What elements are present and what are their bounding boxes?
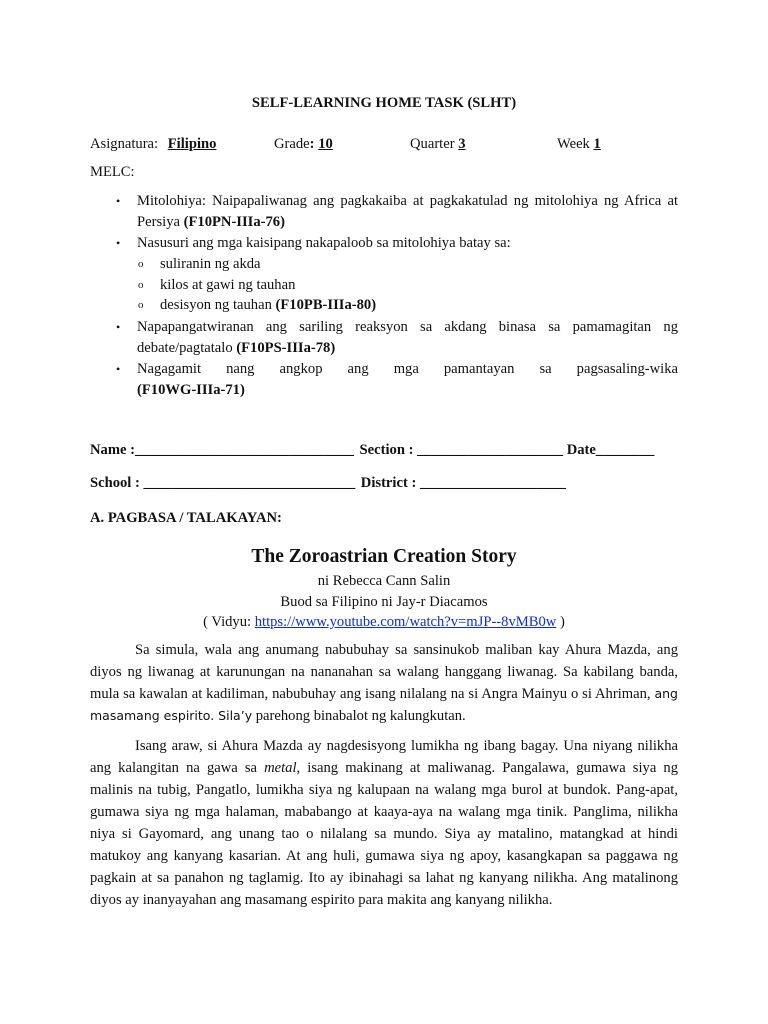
- melc-item-1-line-1: Mitolohiya: Naipapaliwanag ang pagkakaiba at pagkakatulad ng mitolohiya ng Africa at: [137, 193, 678, 209]
- circle-bullet-icon: o: [138, 258, 144, 270]
- paragraph-text: , isang makinang at maliwanag. Pangalawa, gumawa siya ng malinis na tubig, Pangatlo, lumikha siya ng kalupaan na walang mga burol at bundok. Pang-apat, gumawa siya ng mga halaman, mababango at kaaya-aya na walang mga tinik. Panglima, nilikha niya si Gayomard, ang unang tao o nilalang sa mundo. Siya ay matalino, matangkad at hindi matukoy ang kanyang kasarian. At ang huli, gumawa siya ng apoy, kasangkapan sa paggawa ng pagkain at sa panahon ng taglamig. Ito ay ibinahagi sa lahat ng kanyang nilikha. Ang matalinong diyos ay inanyayahan ang masamang espirito para makita ang kanyang nilikha.: [90, 760, 678, 908]
- district-label: District :: [360, 475, 417, 491]
- grade-label: Grade: [274, 136, 310, 152]
- video-prefix: ( Vidyu:: [203, 614, 255, 630]
- paragraph-text: Isang araw, si Ahura Mazda ay nagdesisyong lumikha ng ibang bagay. Una niyang nilikha ang kalangitan na gawa sa: [90, 738, 678, 776]
- grade-colon: :: [309, 136, 315, 152]
- melc-item-3-text: debate/pagtatalo: [137, 340, 233, 356]
- melc-code: (F10PN-IIIa-76): [183, 214, 285, 230]
- date-label: Date: [566, 442, 596, 458]
- bullet-icon: •: [116, 320, 121, 334]
- melc-sub-item-2: kilos at gawi ng tauhan: [160, 277, 296, 293]
- story-paragraph-1: [90, 639, 678, 727]
- subject-row: [90, 136, 216, 153]
- video-link[interactable]: https://www.youtube.com/watch?v=mJP--8vMB0w: [254, 614, 557, 630]
- melc-sub-item-3: [160, 297, 376, 314]
- melc-sub-item-3-text: desisyon ng tauhan: [160, 297, 272, 313]
- name-row: [90, 442, 654, 459]
- melc-label: MELC:: [90, 164, 135, 180]
- school-field[interactable]: _____________________________: [143, 475, 356, 491]
- story-paragraph-2: [90, 735, 678, 911]
- section-label: Section :: [359, 442, 414, 458]
- date-field[interactable]: ________: [595, 442, 655, 458]
- melc-item-1-text: Persiya: [137, 214, 180, 230]
- paragraph-text: parehong binabalot ng kalungkutan.: [252, 708, 466, 724]
- melc-code: (F10PS-IIIa-78): [236, 340, 336, 356]
- school-row: [90, 475, 566, 492]
- melc-item-4-line-1: Nagagamit nang angkop ang mga pamantayan sa pagsasaling-wika: [137, 361, 678, 377]
- document-title: SELF-LEARNING HOME TASK (SLHT): [251, 95, 517, 111]
- paragraph-text-alt-font: ang masamang espirito. Sila’y: [90, 686, 678, 723]
- quarter-field: [410, 136, 466, 153]
- melc-code: (F10PB-IIIa-80): [275, 297, 377, 313]
- subject-label: Asignatura:: [90, 136, 159, 152]
- grade-field: [274, 136, 333, 153]
- name-field[interactable]: ______________________________: [134, 442, 354, 458]
- bullet-icon: •: [116, 194, 121, 208]
- paragraph-text: Sa simula, wala ang anumang nabubuhay sa sansinukob maliban kay Ahura Mazda, ang diyos ng liwanag at karunungan na nananahan sa walang hanggang liwanag. Sa kabilang banda, mula sa kawalan at kadiliman, nabubuhay ang isang nilalang na si Angra Mainyu o si Ahriman,: [90, 642, 678, 702]
- video-reference: [0, 614, 768, 631]
- melc-sub-item-1: suliranin ng akda: [160, 256, 261, 272]
- week-field: [557, 136, 601, 153]
- grade-value: 10: [318, 136, 333, 152]
- section-field[interactable]: ____________________: [417, 442, 564, 458]
- name-label: Name :: [90, 442, 135, 458]
- subject-value: Filipino: [167, 136, 217, 152]
- week-value: 1: [593, 136, 601, 152]
- melc-code: (F10WG-IIIa-71): [137, 382, 245, 398]
- circle-bullet-icon: o: [138, 299, 144, 311]
- quarter-value: 3: [458, 136, 466, 152]
- quarter-label: Quarter: [410, 136, 455, 152]
- italic-word: metal: [264, 760, 297, 776]
- bullet-icon: •: [116, 362, 121, 376]
- story-author: ni Rebecca Cann Salin: [317, 573, 451, 589]
- story-summary-credit: Buod sa Filipino ni Jay-r Diacamos: [280, 594, 488, 610]
- district-field[interactable]: ____________________: [419, 475, 566, 491]
- school-label: School :: [90, 475, 140, 491]
- melc-item-2: Nasusuri ang mga kaisipang nakapaloob sa mitolohiya batay sa:: [137, 235, 511, 251]
- melc-item-3-line-2: [137, 340, 335, 357]
- video-suffix: ): [556, 614, 565, 630]
- story-title: The Zoroastrian Creation Story: [251, 546, 517, 567]
- week-label: Week: [557, 136, 590, 152]
- melc-item-1-line-2: [137, 214, 285, 231]
- bullet-icon: •: [116, 236, 121, 250]
- circle-bullet-icon: o: [138, 279, 144, 291]
- section-heading: A. PAGBASA / TALAKAYAN:: [90, 510, 282, 526]
- melc-item-3-line-1: Napapangatwiranan ang sariling reaksyon sa akdang binasa sa pamamagitan ng: [137, 319, 678, 335]
